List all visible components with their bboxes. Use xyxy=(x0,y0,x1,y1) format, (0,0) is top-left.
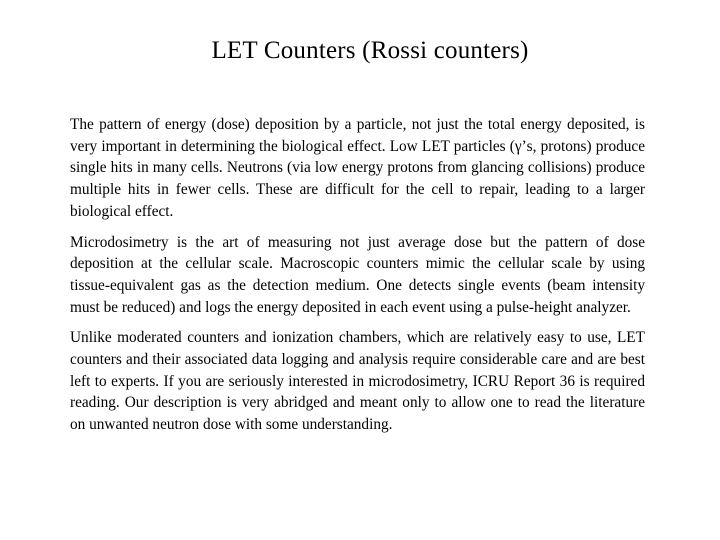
slide-body xyxy=(70,114,645,445)
slide-title: LET Counters (Rossi counters) xyxy=(211,37,529,64)
paragraph-microdosimetry: Microdosimetry is the art of measuring not just average dose but the pattern of dose deposition at the cellular scale. Macroscopic counters mimic the cellular scale by using tissue-equivalent gas as the detection medium. One detects single events (beam intensity must be reduced) and logs the energy deposited in each event using a pulse-height analyzer. xyxy=(70,233,645,316)
paragraph-let-counters: Unlike moderated counters and ionization chambers, which are relatively easy to use, LET counters and their associated data logging and analysis require considerable care and are best left to experts. If you are seriously interested in microdosimetry, ICRU Report 36 is required reading. Our description is very abridged and meant only to allow one to read the literature on unwanted neutron dose with some understanding. xyxy=(70,329,645,434)
paragraph-dose-deposition: The pattern of energy (dose) deposition by a particle, not just the total energy deposited, is very important in determining the biological effect. Low LET particles (γ’s, protons) produce single hits in many cells. Neutrons (via low energy protons from glancing collisions) produce multiple hits in fewer cells. These are difficult for the cell to repair, leading to a larger biological effect. xyxy=(70,116,645,220)
